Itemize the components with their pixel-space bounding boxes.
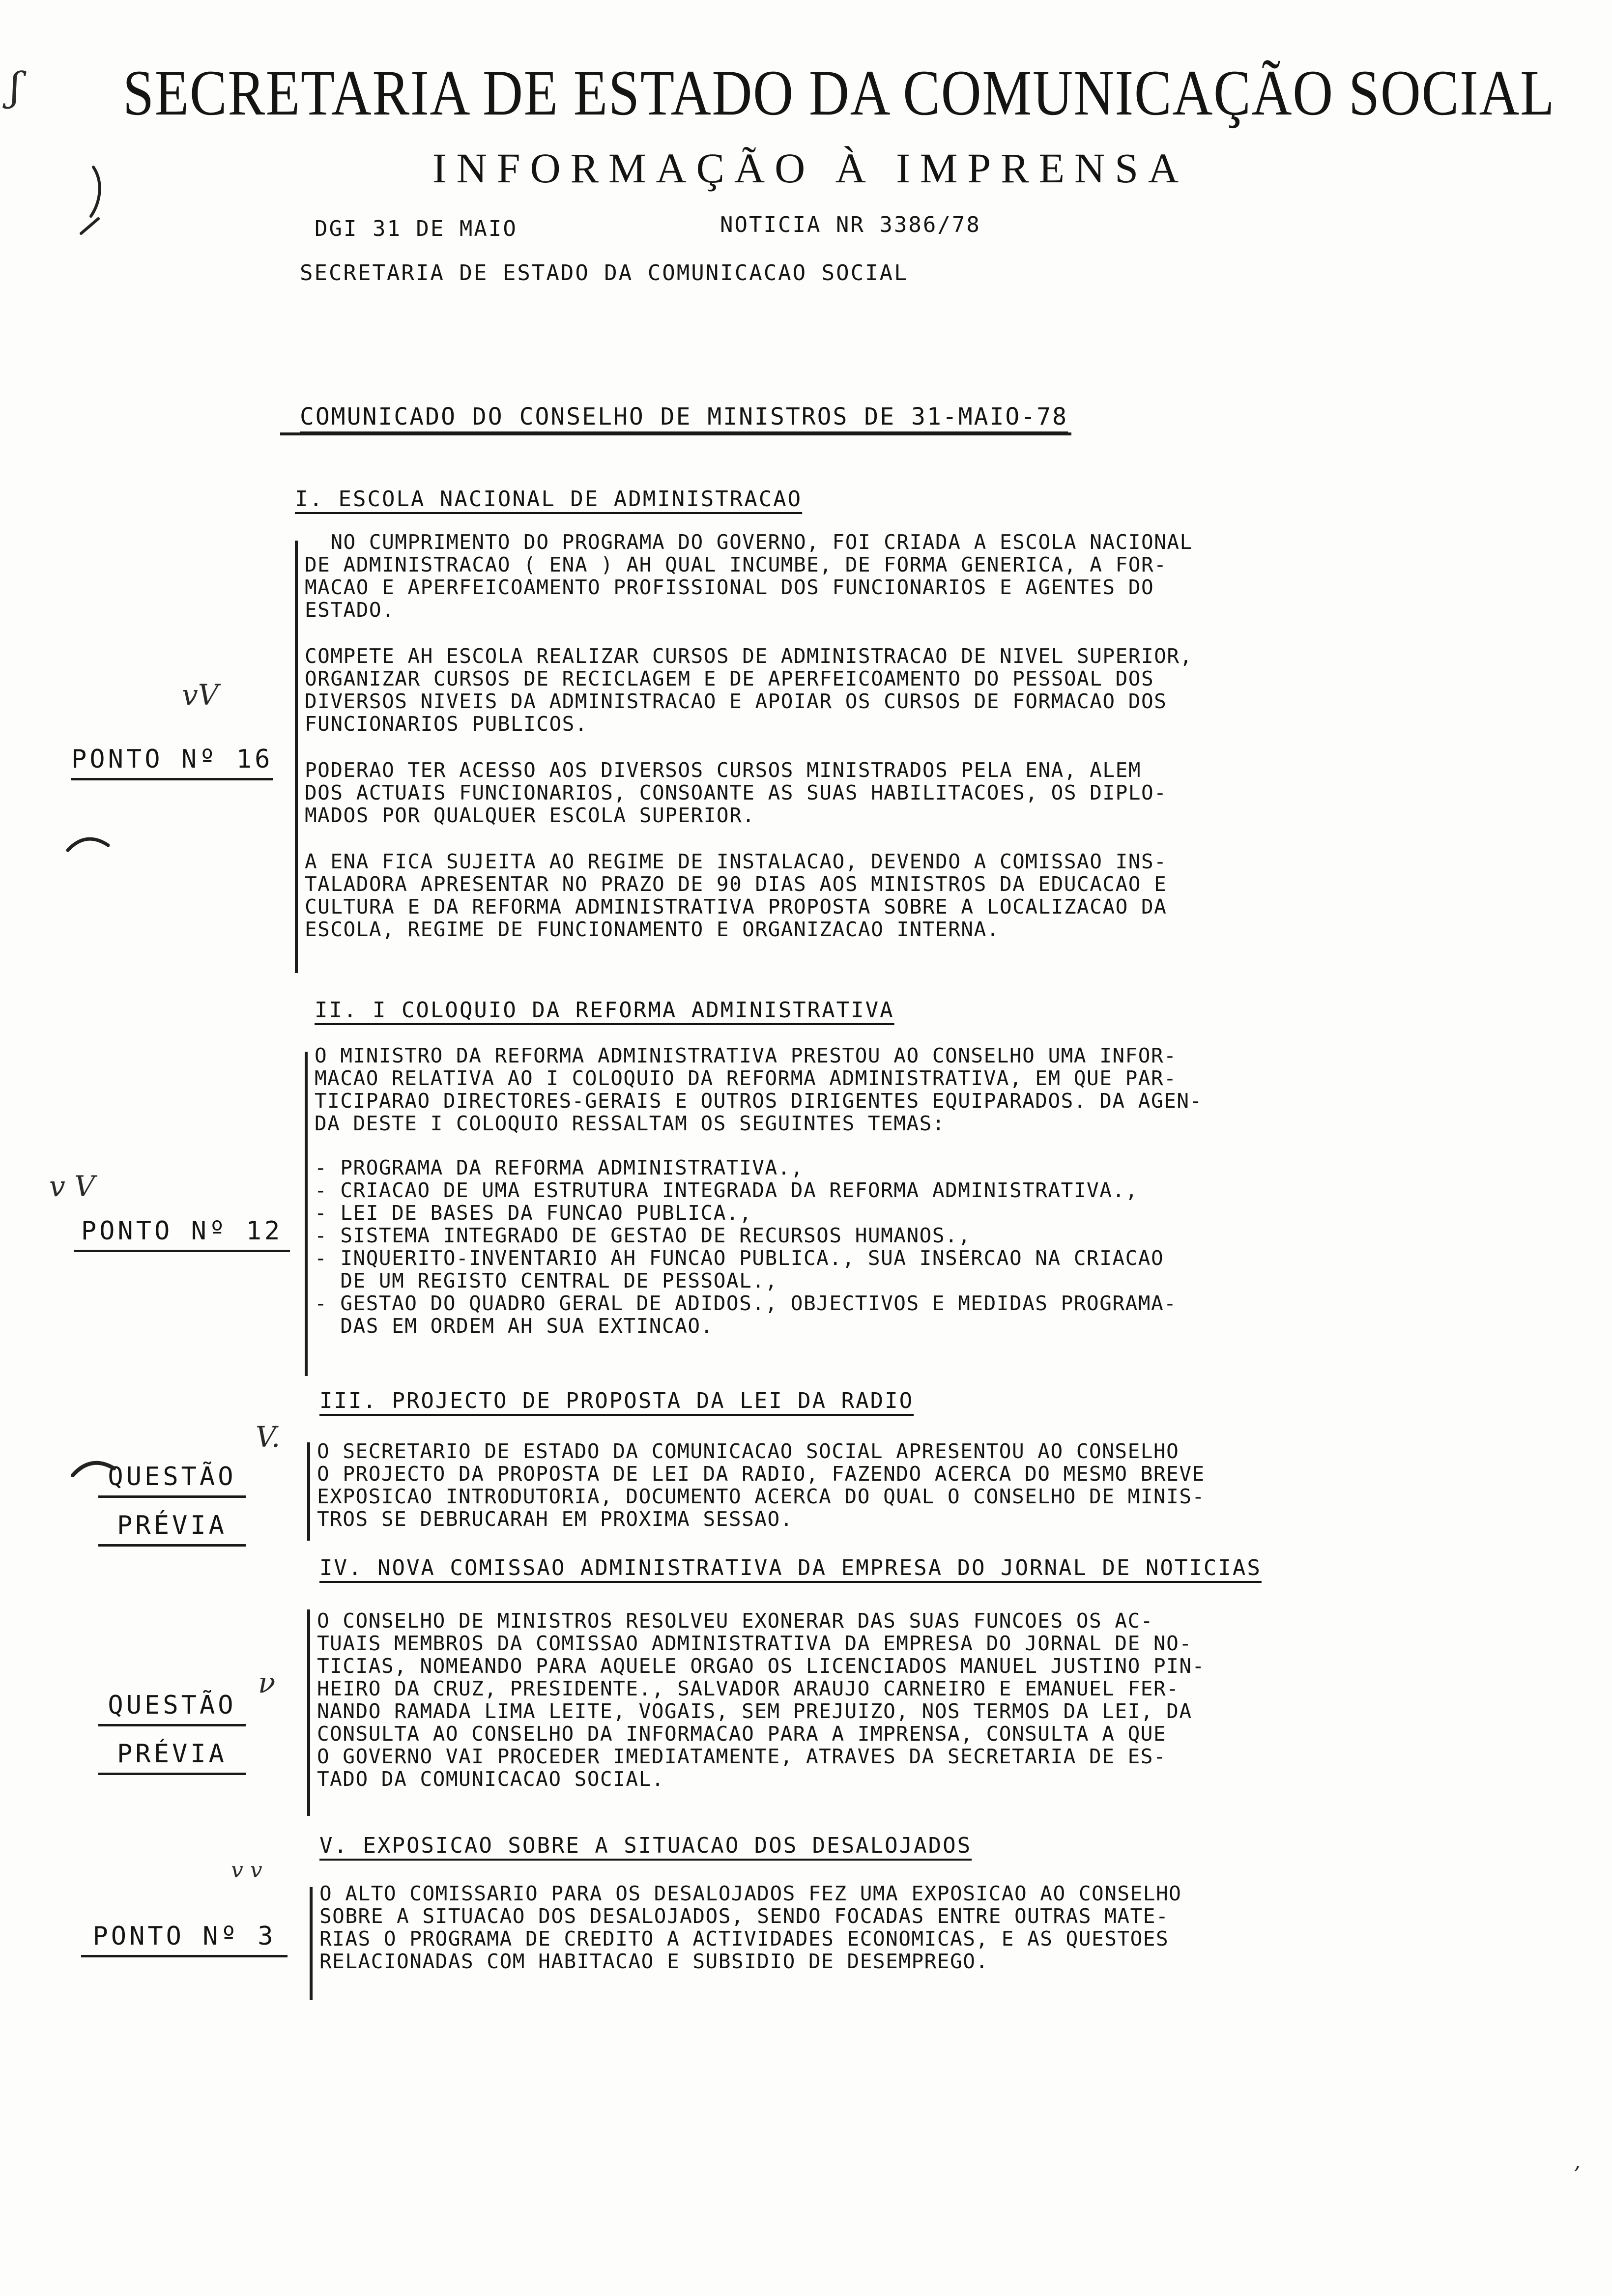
margin-label-line: QUESTÃO <box>98 1691 246 1726</box>
topics-list: - PROGRAMA DA REFORMA ADMINISTRATIVA., - CRIACAO DE UMA ESTRUTURA INTEGRADA DA REFORMA ADMINISTRATIVA., - LEI DE BASES DA FUNCAO PUBLICA., - SISTEMA INTEGRADO DE GESTAO DE RECURSOS HUMANOS., - INQUERITO-INVENTARIO AH FUNCAO PUBLICA., SUA INSERCAO NA CRIACAO DE UM REGISTO CENTRAL DE PESSOAL., - GESTAO DO QUADRO GERAL DE ADIDOS., OBJECTIVOS E MEDIDAS PROGRAMA- DAS EM ORDEM AH SUA EXTINCAO. <box>315 1156 1177 1338</box>
margin-label-line: QUESTÃO <box>98 1462 246 1498</box>
check-mark: vV <box>182 678 219 712</box>
section-margin-bar <box>307 1442 310 1541</box>
section-body <box>305 531 1193 941</box>
section-heading: IV. NOVA COMISSAO ADMINISTRATIVA DA EMPRESA DO JORNAL DE NOTICIAS <box>319 1555 1262 1580</box>
masthead-title: SECRETARIA DE ESTADO DA COMUNICAÇÃO SOCIAL <box>123 57 1555 129</box>
check-mark: v V <box>49 1170 95 1203</box>
section-margin-bar <box>295 541 298 973</box>
section-margin-bar <box>310 1887 313 2000</box>
section-margin-bar <box>307 1609 310 1816</box>
handwritten-mark-top: ʃ <box>10 64 21 110</box>
section-heading: V. EXPOSICAO SOBRE A SITUACAO DOS DESALOJADOS <box>319 1833 972 1858</box>
section-body <box>319 1882 1181 1973</box>
section-margin-bar <box>305 1052 308 1376</box>
paragraph: PODERAO TER ACESSO AOS DIVERSOS CURSOS MINISTRADOS PELA ENA, ALEM DOS ACTUAIS FUNCIONARIOS, CONSOANTE AS SUAS HABILITACOES, OS DIPLO- MADOS POR QUALQUER ESCOLA SUPERIOR. <box>305 758 1167 827</box>
press-release-subtitle: INFORMAÇÃO À IMPRENSA <box>432 144 1189 192</box>
date-line: DGI 31 DE MAIO <box>315 216 518 241</box>
margin-label-ponto: PONTO Nº 16 <box>71 745 273 780</box>
margin-label-line: PRÉVIA <box>98 1739 246 1775</box>
paragraph: O ALTO COMISSARIO PARA OS DESALOJADOS FEZ UMA EXPOSICAO AO CONSELHO SOBRE A SITUACAO DOS DESALOJADOS, SENDO FOCADAS ENTRE OUTRAS MATE- RIAS O PROGRAMA DE CREDITO A ACTIVIDADES ECONOMICAS, E AS QUESTOES RELACIONADAS COM HABITACAO E SUBSIDIO DE DESEMPREGO. <box>319 1882 1182 1973</box>
margin-label-questao <box>98 1462 246 1547</box>
handwritten-arc-mark <box>69 1455 118 1479</box>
title-rule <box>280 432 1071 435</box>
check-mark: v v <box>231 1858 262 1883</box>
paragraph: O SECRETARIO DE ESTADO DA COMUNICACAO SOCIAL APRESENTOU AO CONSELHO O PROJECTO DA PROPOSTA DE LEI DA RADIO, FAZENDO ACERCA DO MESMO BREVE EXPOSICAO INTRODUTORIA, DOCUMENTO ACERCA DO QUAL O CONSELHO DE MINIS- TROS SE DEBRUCARAH EM PROXIMA SESSAO. <box>317 1439 1205 1531</box>
paragraph: O CONSELHO DE MINISTROS RESOLVEU EXONERAR DAS SUAS FUNCOES OS AC- TUAIS MEMBROS DA COMISSAO ADMINISTRATIVA DA EMPRESA DO JORNAL DE NO- TICIAS, NOMEANDO PARA AQUELE ORGAO OS LICENCIADOS MANUEL JUSTINO PIN- HEIRO DA CRUZ, PRESIDENTE., SALVADOR ARAUJO CARNEIRO E EMANUEL FER- NANDO RAMADA LIMA LEITE, VOGAIS, SEM PREJUIZO, NOS TERMOS DA LEI, DA CONSULTA AO CONSELHO DA INFORMACAO PARA A IMPRENSA, CONSULTA A QUE O GOVERNO VAI PROCEDER IMEDIATAMENTE, ATRAVES DA SECRETARIA DE ES- TADO DA COMUNICACAO SOCIAL. <box>317 1609 1205 1791</box>
section-heading: III. PROJECTO DE PROPOSTA DA LEI DA RADIO <box>319 1388 914 1413</box>
issuer-line: SECRETARIA DE ESTADO DA COMUNICACAO SOCIAL <box>300 260 909 286</box>
margin-label-line: PRÉVIA <box>98 1511 246 1547</box>
paragraph: NO CUMPRIMENTO DO PROGRAMA DO GOVERNO, FOI CRIADA A ESCOLA NACIONAL DE ADMINISTRACAO ( ENA ) AH QUAL INCUMBE, DE FORMA GENERICA, A FOR- MACAO E APERFEICOAMENTO PROFISSIONAL DOS FUNCIONARIOS E AGENTES DO ESTADO. <box>305 530 1193 622</box>
paragraph: COMPETE AH ESCOLA REALIZAR CURSOS DE ADMINISTRACAO DE NIVEL SUPERIOR, ORGANIZAR CURSOS DE RECICLAGEM E DE APERFEICOAMENTO DO PESSOAL DOS DIVERSOS NIVEIS DA ADMINISTRACAO E APOIAR OS CURSOS DE FORMACAO DOS FUNCIONARIOS PUBLICOS. <box>305 644 1193 736</box>
check-mark: V. <box>256 1420 281 1454</box>
margin-label-questao <box>98 1691 246 1775</box>
section-body <box>317 1440 1205 1530</box>
notice-number: NOTICIA NR 3386/78 <box>720 212 981 237</box>
check-mark: ν <box>258 1666 276 1699</box>
paragraph: A ENA FICA SUJEITA AO REGIME DE INSTALACAO, DEVENDO A COMISSAO INS- TALADORA APRESENTAR NO PRAZO DE 90 DIAS AOS MINISTROS DA EDUCACAO E CULTURA E DA REFORMA ADMINISTRATIVA PROPOSTA SOBRE A LOCALIZACAO DA ESCOLA, REGIME DE FUNCIONAMENTO E ORGANIZACAO INTERNA. <box>305 850 1167 941</box>
margin-label-ponto: PONTO Nº 3 <box>81 1922 288 1957</box>
stray-mark: ʼ <box>1573 2162 1580 2187</box>
handwritten-stroke-mark <box>74 162 118 241</box>
paragraph: O MINISTRO DA REFORMA ADMINISTRATIVA PRESTOU AO CONSELHO UMA INFOR- MACAO RELATIVA AO I COLOQUIO DA REFORMA ADMINISTRATIVA, EM QUE PAR- TICIPARAO DIRECTORES-GERAIS E OUTROS DIRIGENTES EQUIPARADOS. DA AGEN- DA DESTE I COLOQUIO RESSALTAM OS SEGUINTES TEMAS: <box>315 1044 1203 1135</box>
section-body <box>315 1044 1203 1337</box>
section-body <box>317 1609 1205 1790</box>
section-heading: II. I COLOQUIO DA REFORMA ADMINISTRATIVA <box>315 998 894 1023</box>
margin-label-ponto: PONTO Nº 12 <box>74 1216 290 1252</box>
document-title: COMUNICADO DO CONSELHO DE MINISTROS DE 31-MAIO-78 <box>300 403 1068 430</box>
handwritten-arc-mark <box>64 831 113 855</box>
section-heading: I. ESCOLA NACIONAL DE ADMINISTRACAO <box>295 487 803 512</box>
